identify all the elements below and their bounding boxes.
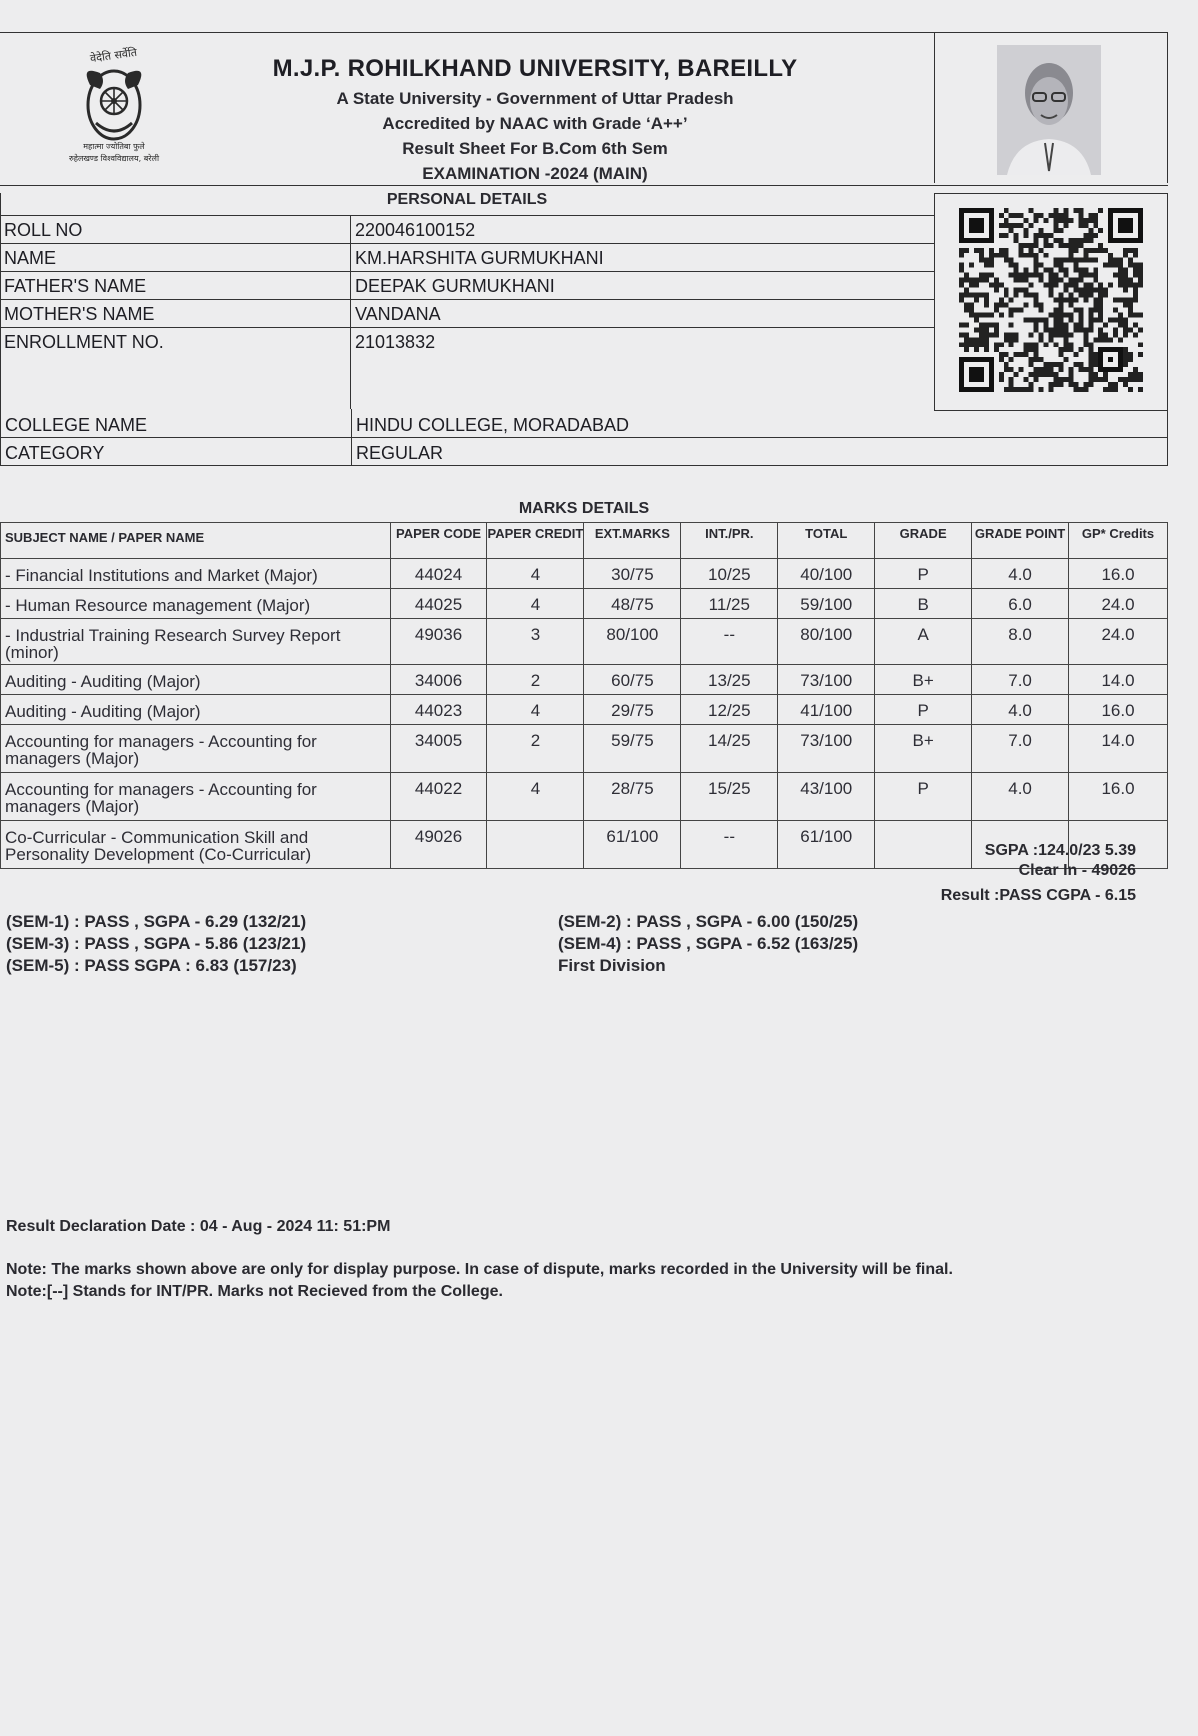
- cell-gp-credits: 24.0: [1069, 619, 1168, 665]
- cell-int-pr: 13/25: [681, 665, 778, 695]
- svg-text:महात्मा ज्योतिबा फुले: महात्मा ज्योतिबा फुले: [83, 142, 145, 151]
- college-value: HINDU COLLEGE, MORADABAD: [356, 415, 630, 435]
- cell-ext-marks: 29/75: [584, 695, 681, 725]
- student-photo: [997, 45, 1101, 175]
- marks-header-row: [1, 523, 1168, 559]
- cell-paper-code: 34005: [390, 725, 487, 773]
- cell-int-pr: 15/25: [681, 773, 778, 821]
- cell-grade-point: 4.0: [972, 559, 1069, 589]
- header-line-3: Result Sheet For B.Com 6th Sem: [402, 139, 668, 158]
- cell-gp-credits: 14.0: [1069, 665, 1168, 695]
- svg-text:वेदेति सर्वेति: वेदेति सर्वेति: [89, 45, 138, 66]
- title-row: [0, 193, 934, 216]
- cell-ext-marks: 60/75: [584, 665, 681, 695]
- qr-box: [934, 193, 1168, 411]
- col-grade: GRADE: [875, 523, 972, 559]
- name-value: KM.HARSHITA GURMUKHANI: [355, 248, 604, 268]
- cell-gp-credits: 16.0: [1069, 559, 1168, 589]
- cell-int-pr: 11/25: [681, 589, 778, 619]
- cell-grade-point: 7.0: [972, 665, 1069, 695]
- table-row: [1, 773, 1168, 821]
- cell-total: 73/100: [778, 665, 875, 695]
- cell-grade-point: 4.0: [972, 773, 1069, 821]
- personal-details-title: PERSONAL DETAILS: [386, 191, 548, 208]
- header-main: [0, 33, 934, 185]
- col-grade-point: GRADE POINT: [972, 523, 1069, 559]
- table-row: [1, 725, 1168, 773]
- college-row: [0, 409, 1168, 438]
- cell-total: 43/100: [778, 773, 875, 821]
- cell-grade: P: [875, 773, 972, 821]
- cell-grade: B+: [875, 725, 972, 773]
- sem-2-result: (SEM-2) : PASS , SGPA - 6.00 (150/25): [558, 912, 859, 931]
- col-paper-credit: PAPER CREDIT: [487, 523, 584, 559]
- cell-total: 80/100: [778, 619, 875, 665]
- category-divider: [351, 437, 352, 465]
- personal-details-table: [0, 193, 934, 409]
- cell-paper-credit: 2: [487, 725, 584, 773]
- father-name-label: FATHER'S NAME: [4, 276, 147, 296]
- roll-no-label: ROLL NO: [4, 220, 83, 240]
- enrollment-value: 21013832: [355, 332, 436, 352]
- cell-paper-code: 44023: [390, 695, 487, 725]
- cell-paper-code: 44024: [390, 559, 487, 589]
- left-border: [0, 193, 1, 409]
- table-row: [1, 665, 1168, 695]
- clear-in: Clear In - 49026: [1018, 862, 1136, 879]
- college-divider: [351, 409, 352, 437]
- svg-text:रुहेलखण्ड विश्वविद्यालय, बरेली: रुहेलखण्ड विश्वविद्यालय, बरेली: [68, 154, 160, 163]
- roll-no-row: [0, 215, 934, 244]
- cell-gp-credits: 16.0: [1069, 695, 1168, 725]
- enrollment-label: ENROLLMENT NO.: [4, 332, 164, 352]
- cell-total: 73/100: [778, 725, 875, 773]
- cell-subject: Auditing - Auditing (Major): [1, 665, 391, 695]
- sem-5-result: (SEM-5) : PASS SGPA : 6.83 (157/23): [6, 956, 297, 975]
- cell-paper-credit: 2: [487, 665, 584, 695]
- roll-no-value: 220046100152: [355, 220, 476, 240]
- table-row: [1, 589, 1168, 619]
- cell-grade-point: 4.0: [972, 695, 1069, 725]
- cell-grade: B: [875, 589, 972, 619]
- table-row: [1, 619, 1168, 665]
- cell-int-pr: 14/25: [681, 725, 778, 773]
- cell-grade: B+: [875, 665, 972, 695]
- cell-ext-marks: 59/75: [584, 725, 681, 773]
- note-display: Note: The marks shown above are only for display purpose. In case of dispute, marks recorded in the University will be final.: [6, 1261, 953, 1278]
- category-row: [0, 437, 1168, 466]
- cell-grade-point: 7.0: [972, 725, 1069, 773]
- name-row: [0, 243, 934, 272]
- cell-grade-point: 6.0: [972, 589, 1069, 619]
- col-subject: SUBJECT NAME / PAPER NAME: [1, 523, 391, 559]
- name-label: NAME: [4, 248, 57, 268]
- marks-table: [0, 522, 1168, 869]
- result-declaration-date: Result Declaration Date : 04 - Aug - 2024 11: 51:PM: [6, 1218, 391, 1235]
- cell-gp-credits: 24.0: [1069, 589, 1168, 619]
- cell-ext-marks: 61/100: [584, 821, 681, 869]
- cell-subject: - Human Resource management (Major): [1, 589, 391, 619]
- cell-paper-credit: [487, 821, 584, 869]
- father-name-value: DEEPAK GURMUKHANI: [355, 276, 555, 296]
- sem-3-result: (SEM-3) : PASS , SGPA - 5.86 (123/21): [6, 934, 307, 953]
- cell-paper-credit: 3: [487, 619, 584, 665]
- cell-subject: Accounting for managers - Accounting for managers (Major): [1, 725, 391, 773]
- col-paper-code: PAPER CODE: [390, 523, 487, 559]
- cell-ext-marks: 48/75: [584, 589, 681, 619]
- mother-name-value: VANDANA: [355, 304, 441, 324]
- cell-int-pr: --: [681, 821, 778, 869]
- cell-paper-credit: 4: [487, 559, 584, 589]
- cell-grade-point: 8.0: [972, 619, 1069, 665]
- cell-ext-marks: 80/100: [584, 619, 681, 665]
- cell-gp-credits: 14.0: [1069, 725, 1168, 773]
- col-ext-marks: EXT.MARKS: [584, 523, 681, 559]
- header-line-2: Accredited by NAAC with Grade ‘A++’: [382, 114, 688, 133]
- father-name-row: [0, 271, 934, 300]
- col-total: TOTAL: [778, 523, 875, 559]
- cell-total: 59/100: [778, 589, 875, 619]
- header: [0, 32, 1168, 186]
- cell-paper-code: 44025: [390, 589, 487, 619]
- cell-total: 40/100: [778, 559, 875, 589]
- cell-paper-code: 44022: [390, 773, 487, 821]
- mother-name-row: [0, 299, 934, 328]
- qr-code-icon: [959, 208, 1143, 392]
- university-logo-icon: [50, 45, 178, 165]
- cell-subject: Auditing - Auditing (Major): [1, 695, 391, 725]
- cell-paper-code: 49026: [390, 821, 487, 869]
- cell-gp-credits: 16.0: [1069, 773, 1168, 821]
- sgpa-value: SGPA :124.0/23 5.39: [984, 842, 1136, 859]
- result-cgpa: Result :PASS CGPA - 6.15: [940, 887, 1136, 904]
- header-line-4: EXAMINATION -2024 (MAIN): [422, 164, 648, 183]
- sem-4-result: (SEM-4) : PASS , SGPA - 6.52 (163/25): [558, 934, 859, 953]
- col-int-pr: INT./PR.: [681, 523, 778, 559]
- cell-grade: [875, 821, 972, 869]
- cell-subject: Accounting for managers - Accounting for managers (Major): [1, 773, 391, 821]
- sem-1-result: (SEM-1) : PASS , SGPA - 6.29 (132/21): [6, 912, 307, 931]
- cell-total: 61/100: [778, 821, 875, 869]
- column-divider: [350, 215, 351, 409]
- category-label: CATEGORY: [5, 443, 105, 463]
- header-line-1: A State University - Government of Uttar Pradesh: [336, 89, 734, 108]
- photo-box: [934, 33, 1168, 183]
- cell-int-pr: --: [681, 619, 778, 665]
- cell-subject: - Industrial Training Research Survey Report (minor): [1, 619, 391, 665]
- cell-grade: P: [875, 559, 972, 589]
- cell-grade: A: [875, 619, 972, 665]
- university-name: M.J.P. ROHILKHAND UNIVERSITY, BAREILLY: [272, 55, 798, 82]
- cell-paper-code: 34006: [390, 665, 487, 695]
- cell-subject: - Financial Institutions and Market (Major): [1, 559, 391, 589]
- college-label: COLLEGE NAME: [5, 415, 148, 435]
- cell-total: 41/100: [778, 695, 875, 725]
- enrollment-row: [0, 327, 934, 407]
- cell-int-pr: 12/25: [681, 695, 778, 725]
- division: First Division: [558, 956, 666, 975]
- category-value: REGULAR: [356, 443, 444, 463]
- cell-ext-marks: 28/75: [584, 773, 681, 821]
- table-row: [1, 559, 1168, 589]
- cell-grade: P: [875, 695, 972, 725]
- cell-paper-credit: 4: [487, 773, 584, 821]
- cell-paper-credit: 4: [487, 589, 584, 619]
- cell-subject: Co-Curricular - Communication Skill and Personality Development (Co-Curricular): [1, 821, 391, 869]
- table-row: [1, 695, 1168, 725]
- marks-details-title: MARKS DETAILS: [518, 500, 650, 517]
- col-gp-credits: GP* Credits: [1069, 523, 1168, 559]
- cell-ext-marks: 30/75: [584, 559, 681, 589]
- mother-name-label: MOTHER'S NAME: [4, 304, 155, 324]
- note-int-pr: Note:[--] Stands for INT/PR. Marks not Recieved from the College.: [6, 1283, 503, 1300]
- cell-paper-code: 49036: [390, 619, 487, 665]
- cell-paper-credit: 4: [487, 695, 584, 725]
- cell-int-pr: 10/25: [681, 559, 778, 589]
